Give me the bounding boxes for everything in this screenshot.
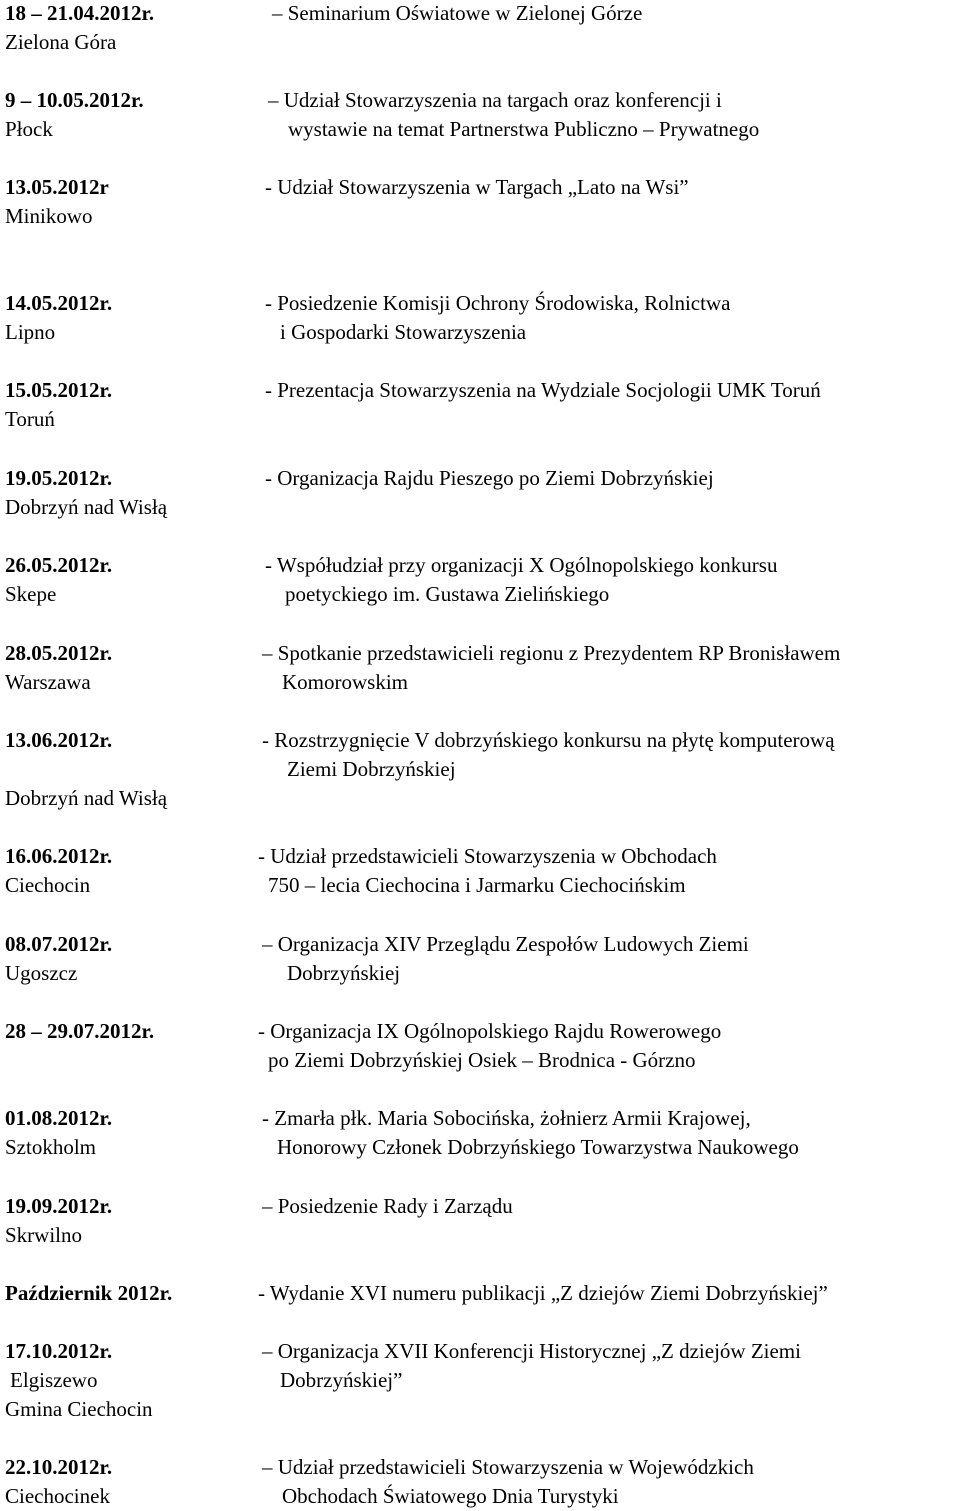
entry-date: 13.06.2012r. <box>5 728 113 752</box>
entry-description: i Gospodarki Stowarzyszenia <box>280 320 527 344</box>
entry-date: 01.08.2012r. <box>5 1106 113 1130</box>
entry-description: wystawie na temat Partnerstwa Publiczno – Prywatnego <box>288 117 760 141</box>
entry-description: - Udział Stowarzyszenia w Targach „Lato na Wsi” <box>265 175 689 199</box>
entry-description: - Udział przedstawicieli Stowarzyszenia w Obchodach <box>258 844 717 868</box>
entry-description: Dobrzyńskiej <box>287 961 401 985</box>
entry-description: poetyckiego im. Gustawa Zielińskiego <box>285 582 610 606</box>
entry-place: Dobrzyń nad Wisłą <box>5 495 168 519</box>
entry-place: Płock <box>5 117 53 141</box>
entry-description: – Udział Stowarzyszenia na targach oraz konferencji i <box>268 88 722 112</box>
entry-date: 08.07.2012r. <box>5 932 113 956</box>
entry-date: 9 – 10.05.2012r. <box>5 88 144 112</box>
entry-date: 17.10.2012r. <box>5 1339 113 1363</box>
entry-place: Lipno <box>5 320 56 344</box>
entry-place: Toruń <box>5 407 55 431</box>
entry-description: – Udział przedstawicieli Stowarzyszenia w Wojewódzkich <box>262 1455 754 1479</box>
entry-place: Gmina Ciechocin <box>5 1397 153 1421</box>
entry-date: 28.05.2012r. <box>5 641 113 665</box>
entry-description: Obchodach Światowego Dnia Turystyki <box>282 1484 619 1508</box>
entry-place: Minikowo <box>5 204 93 228</box>
entry-place: Sztokholm <box>5 1135 97 1159</box>
entry-date: 19.05.2012r. <box>5 466 113 490</box>
entry-description: – Organizacja XVII Konferencji Historycznej „Z dziejów Ziemi <box>262 1339 801 1363</box>
entry-date: 13.05.2012r <box>5 175 109 199</box>
entry-description: - Prezentacja Stowarzyszenia na Wydziale Socjologii UMK Toruń <box>265 378 821 402</box>
entry-description: – Organizacja XIV Przeglądu Zespołów Ludowych Ziemi <box>262 932 749 956</box>
entry-date: 14.05.2012r. <box>5 291 113 315</box>
entry-description: - Rozstrzygnięcie V dobrzyńskiego konkursu na płytę komputerową <box>262 728 835 752</box>
entry-description: – Seminarium Oświatowe w Zielonej Górze <box>272 1 643 25</box>
entry-date: 22.10.2012r. <box>5 1455 113 1479</box>
entry-description: - Współudział przy organizacji X Ogólnopolskiego konkursu <box>265 553 778 577</box>
entry-place: Skrwilno <box>5 1223 83 1247</box>
entry-date: 16.06.2012r. <box>5 844 113 868</box>
entry-description: – Posiedzenie Rady i Zarządu <box>262 1194 513 1218</box>
entry-description: - Organizacja IX Ogólnopolskiego Rajdu Rowerowego <box>258 1019 722 1043</box>
entry-place: Warszawa <box>5 670 91 694</box>
entry-date: 19.09.2012r. <box>5 1194 113 1218</box>
entry-description: - Zmarła płk. Maria Sobocińska, żołnierz Armii Krajowej, <box>262 1106 751 1130</box>
entry-place: Ciechocin <box>5 873 91 897</box>
entry-place: Zielona Góra <box>5 30 117 54</box>
entry-description: - Wydanie XVI numeru publikacji „Z dziejów Ziemi Dobrzyńskiej” <box>258 1281 828 1305</box>
entry-description: Dobrzyńskiej” <box>280 1368 403 1392</box>
entry-description: - Posiedzenie Komisji Ochrony Środowiska, Rolnictwa <box>265 291 731 315</box>
entry-place: Skepe <box>5 582 57 606</box>
entry-date: 18 – 21.04.2012r. <box>5 1 155 25</box>
entry-date: 28 – 29.07.2012r. <box>5 1019 155 1043</box>
entry-description: Komorowskim <box>282 670 408 694</box>
entry-description: Honorowy Członek Dobrzyńskiego Towarzystwa Naukowego <box>277 1135 799 1159</box>
entry-date: 15.05.2012r. <box>5 378 113 402</box>
entry-description: po Ziemi Dobrzyńskiej Osiek – Brodnica - Górzno <box>268 1048 696 1072</box>
entry-place: Elgiszewo <box>10 1368 98 1392</box>
entry-description: - Organizacja Rajdu Pieszego po Ziemi Dobrzyńskiej <box>265 466 714 490</box>
entry-description: – Spotkanie przedstawicieli regionu z Prezydentem RP Bronisławem <box>262 641 841 665</box>
entry-date: Październik 2012r. <box>5 1281 173 1305</box>
entry-place: Ugoszcz <box>5 961 78 985</box>
entry-place: Dobrzyń nad Wisłą <box>5 786 168 810</box>
entry-place: Ciechocinek <box>5 1484 110 1508</box>
entry-description: Ziemi Dobrzyńskiej <box>287 757 456 781</box>
entry-description: 750 – lecia Ciechocina i Jarmarku Ciechocińskim <box>268 873 686 897</box>
entry-date: 26.05.2012r. <box>5 553 113 577</box>
